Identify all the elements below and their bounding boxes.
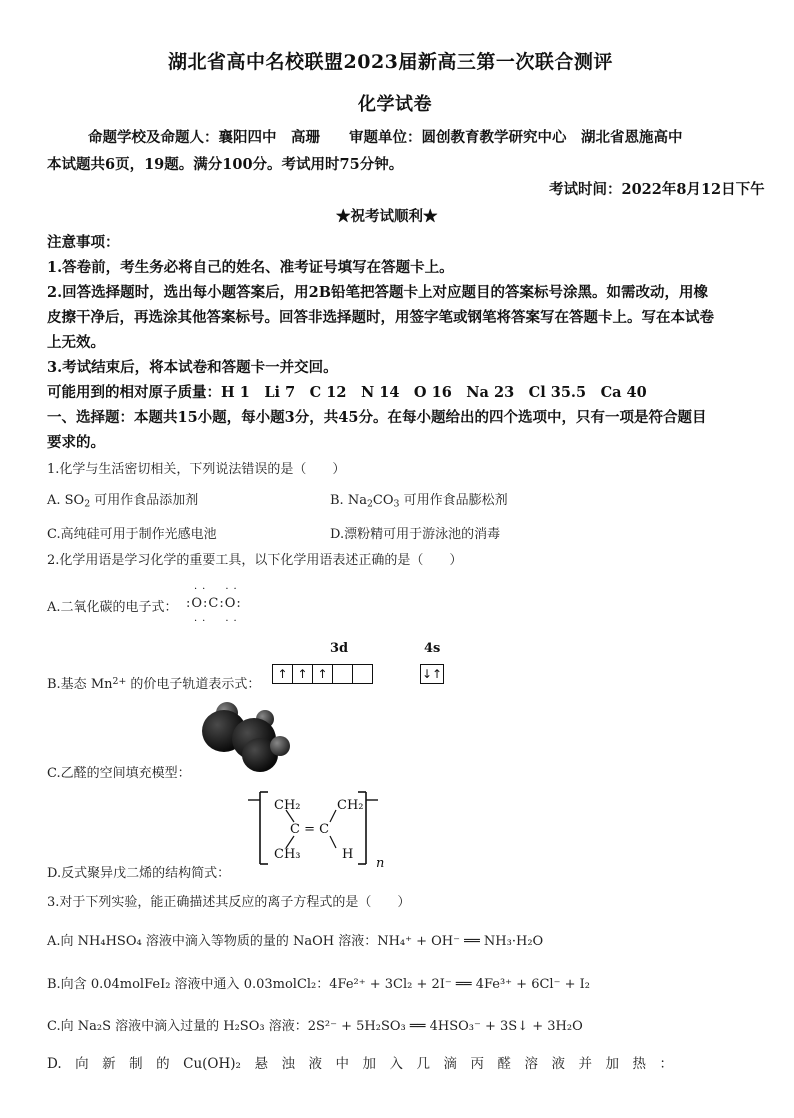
electron-dots-bottom: ·· ·· <box>194 616 242 627</box>
electron-dots-top: ·· ·· <box>194 584 242 595</box>
exam-title: 湖北省高中名校联盟2023届新高三第一次联合测评 <box>168 51 613 73</box>
orbital-box: ↑ <box>312 664 332 684</box>
q3-option-d: D. 向 新 制 的 Cu(OH)₂ 悬 浊 液 中 加 入 几 滴 丙 醛 溶 液 并 加 热 ： <box>47 1056 673 1072</box>
section-intro-cont: 要求的。 <box>47 434 105 451</box>
orbital-diagram-4s <box>420 663 444 684</box>
orbital-box: ↑ <box>292 664 312 684</box>
polymer-h: H <box>342 847 354 862</box>
blessing: ★祝考试顺利★ <box>336 208 438 225</box>
q1-option-d: D.漂粉精可用于游泳池的消毒 <box>330 527 501 542</box>
polymer-ch2-right: CH₂ <box>337 798 364 813</box>
orbital-diagram-3d <box>272 663 373 684</box>
atomic-masses: 可能用到的相对原子质量：H 1 Li 7 C 12 N 14 O 16 Na 23 Cl 35.5 Ca 40 <box>47 384 647 401</box>
notes-heading: 注意事项： <box>47 234 120 251</box>
q1-option-b: B. $Na_2CO_3$ 可用作食品膨松剂 <box>330 493 508 510</box>
note-item: 皮擦干净后，再选涂其他答案标号。回答非选择题时，用签字笔或钢笔将答案写在答题卡上。写在本试卷 <box>47 309 714 326</box>
orbital-4s-label: 4s <box>424 641 441 656</box>
authors-line: 命题学校及命题人：襄阳四中 高珊 审题单位：圆创教育教学研究中心 湖北省恩施高中 <box>88 129 683 146</box>
q2-option-b-label: B.基态 $Mn^{2+}$ 的价电子轨道表示式： <box>47 675 261 692</box>
polymer-ch2-left: CH₂ <box>274 798 301 813</box>
orbital-box: ↑ <box>272 664 292 684</box>
hydrogen-atom <box>270 736 290 756</box>
q3-option-a: A.向 NH₄HSO₄ 溶液中滴入等物质的量的 NaOH 溶液：NH₄⁺ + OH⁻ ══ NH₃·H₂O <box>47 934 544 949</box>
orbital-box: ↓↑ <box>420 664 444 684</box>
note-item: 3.考试结束后，将本试卷和答题卡一并交回。 <box>47 359 338 376</box>
orbital-box <box>352 664 373 684</box>
exam-info: 本试题共6页，19题。满分100分。考试用时75分钟。 <box>47 156 404 173</box>
section-intro: 一、选择题：本题共15小题，每小题3分，共45分。在每小题给出的四个选项中，只有一项是符合题目 <box>47 409 707 426</box>
q2-option-a-label: A.二氧化碳的电子式： <box>47 600 178 615</box>
polymer-n: n <box>376 856 385 871</box>
polymer-double-bond: C = C <box>290 822 330 837</box>
note-item: 2.回答选择题时，选出每小题答案后，用2B铅笔把答题卡上对应题目的答案标号涂黑。如需改动，用橡 <box>47 284 708 301</box>
q1-option-a: A. $SO_2$ 可用作食品添加剂 <box>47 493 199 510</box>
orbital-3d-label: 3d <box>330 641 349 656</box>
note-item: 1.答卷前，考生务必将自己的姓名、准考证号填写在答题卡上。 <box>47 259 454 276</box>
polymer-ch3: CH₃ <box>274 847 301 862</box>
orbital-box <box>332 664 352 684</box>
q2-option-d-label: D.反式聚异戊二烯的结构简式： <box>47 866 231 881</box>
note-item: 上无效。 <box>47 334 105 351</box>
acetaldehyde-model-image <box>196 700 296 775</box>
question-1-stem: 1.化学与生活密切相关，下列说法错误的是（ ） <box>47 462 346 477</box>
question-2-stem: 2.化学用语是学习化学的重要工具，以下化学用语表述正确的是（ ） <box>47 553 463 568</box>
co2-electron-formula: :O:C:O: <box>186 596 242 611</box>
exam-time: 考试时间：2022年8月12日下午 <box>549 181 765 198</box>
q3-option-c: C.向 Na₂S 溶液中滴入过量的 H₂SO₃ 溶液：2S²⁻ + 5H₂SO₃ ══ 4HSO₃⁻ + 3S↓ + 3H₂O <box>47 1019 583 1034</box>
question-3-stem: 3.对于下列实验，能正确描述其反应的离子方程式的是（ ） <box>47 895 411 910</box>
subject-title: 化学试卷 <box>358 94 432 115</box>
q1-option-c: C.高纯硅可用于制作光感电池 <box>47 527 217 542</box>
q2-option-c-label: C.乙醛的空间填充模型： <box>47 766 191 781</box>
q3-option-b: B.向含 0.04molFeI₂ 溶液中通入 0.03molCl₂：4Fe²⁺ + 3Cl₂ + 2I⁻ ══ 4Fe³⁺ + 6Cl⁻ + I₂ <box>47 977 590 992</box>
